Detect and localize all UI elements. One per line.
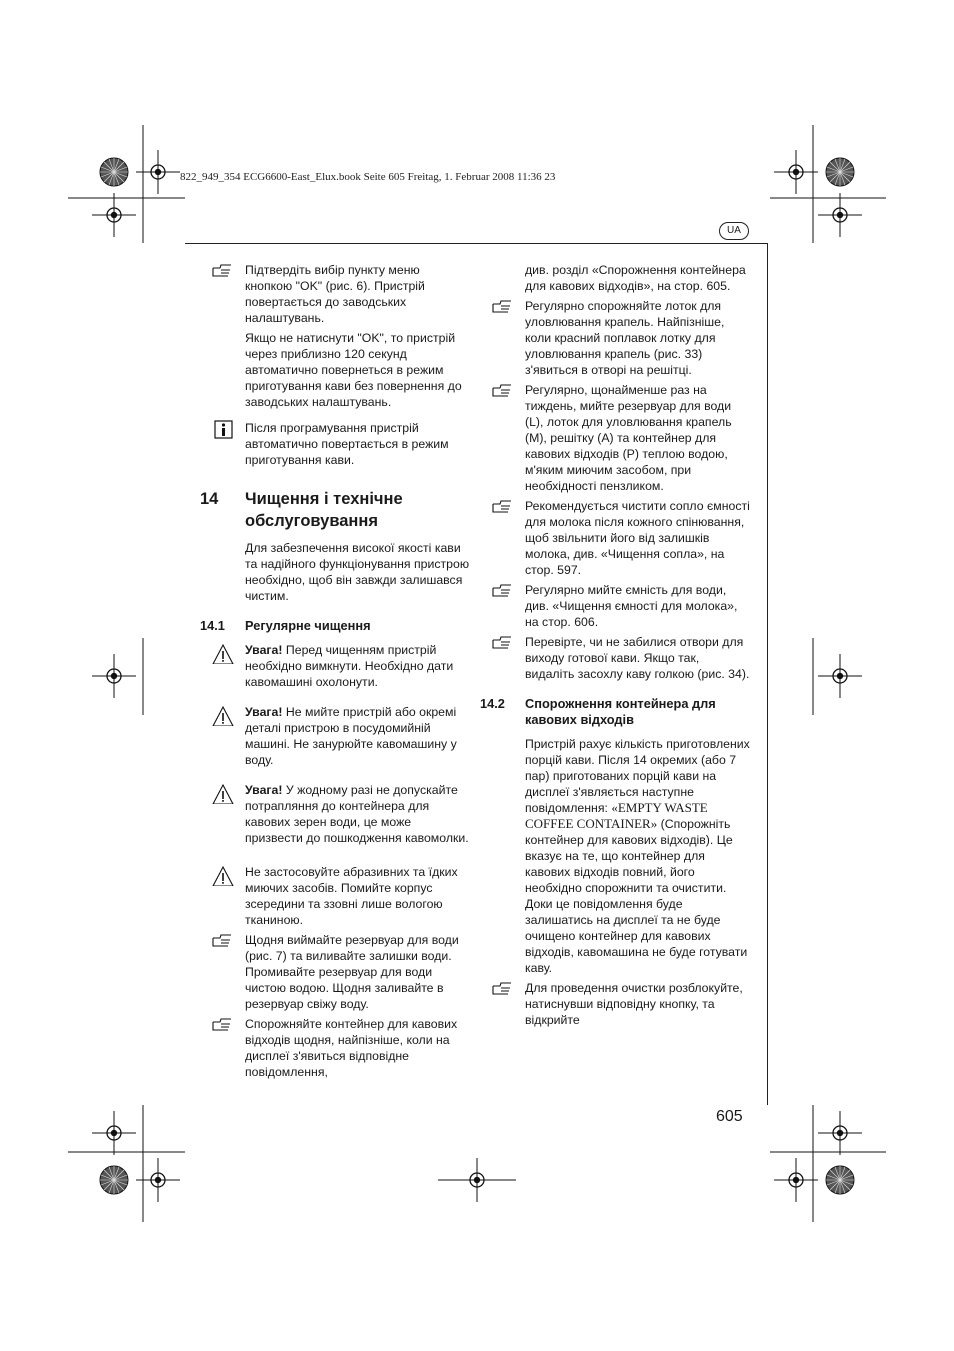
language-badge: UA bbox=[719, 222, 749, 240]
section-heading bbox=[200, 488, 470, 532]
warning-3-label: Увага! bbox=[245, 783, 283, 797]
page-number: 605 bbox=[716, 1108, 743, 1125]
left-column bbox=[200, 262, 470, 1084]
info-icon bbox=[210, 419, 234, 439]
pointing-hand-icon bbox=[490, 498, 514, 516]
tip-weekly-wash-text: Регулярно, щонайменше раз на тиждень, мийте резервуар для води (L), лоток для уловлювання крапель (M), решітку (A) та контейнер для кавових відходів (P) теплою водою, м'яким миючим засобом, при необхідності пензликом. bbox=[525, 383, 732, 493]
top-rule bbox=[185, 243, 768, 244]
subsection-title-1: Регулярне чищення bbox=[245, 618, 371, 633]
warning-3-text: У жодному разі не допускайте потрапляння до контейнера для кавових зерен води, це може призвести до пошкодження кавомолки. bbox=[245, 783, 469, 845]
pointing-hand-icon bbox=[490, 582, 514, 600]
file-header: 822_949_354 ECG6600-East_Elux.book Seite 605 Freitag, 1. Februar 2008 11:36 23 bbox=[180, 171, 556, 183]
tip-drip-tray bbox=[480, 298, 752, 378]
section-title: Чищення і технічне обслуговування bbox=[245, 490, 403, 530]
note-confirm bbox=[200, 262, 470, 326]
tip-empty-container bbox=[200, 1016, 470, 1080]
section-intro: Для забезпечення високої якості кави та надійного функціонування пристрою необхідно, щоб він завжди залишався чистим. bbox=[245, 541, 470, 603]
warning-2-label: Увага! bbox=[245, 705, 283, 719]
subsection-title-2: Спорожнення контейнера для кавових відходів bbox=[525, 696, 716, 727]
warning-triangle-icon bbox=[210, 642, 234, 664]
pointing-hand-icon bbox=[490, 382, 514, 400]
counter-paragraph bbox=[480, 736, 752, 976]
right-column bbox=[480, 262, 752, 1032]
note-confirm-text: Підтвердіть вибір пункту меню кнопкою "OK" (рис. 6). Пристрій повертається до заводських налаштувань. bbox=[245, 263, 425, 325]
info-note-text: Після програмування пристрій автоматично повертається в режим приготування кави. bbox=[245, 421, 449, 467]
tip-milk-nozzle bbox=[480, 498, 752, 578]
warning-4-text: Не застосовуйте абразивних та їдких миючих засобів. Помийте корпус зсередини та ззовні лише вологою тканиною. bbox=[245, 865, 458, 927]
pointing-hand-icon bbox=[210, 1016, 234, 1034]
warning-triangle-icon bbox=[210, 704, 234, 726]
tip-weekly-wash bbox=[480, 382, 752, 494]
pointing-hand-icon bbox=[210, 262, 234, 280]
warning-1-label: Увага! bbox=[245, 643, 283, 657]
counter-text-before: Пристрій рахує кількість приготовлених порцій кави. Після 14 окремих (або 7 пар) приготованих порцій кави на дисплеї з'являється наступне повідомлення: bbox=[525, 737, 750, 815]
subsection-heading-2 bbox=[480, 696, 752, 728]
tip-milk-container-text: Регулярно мийте ємність для води, див. «Чищення ємності для молока», на стор. 606. bbox=[525, 583, 738, 629]
pointing-hand-icon bbox=[490, 298, 514, 316]
warning-triangle-icon bbox=[210, 782, 234, 804]
warning-2 bbox=[200, 704, 470, 768]
subsection-number-1: 14.1 bbox=[200, 618, 225, 633]
info-note bbox=[200, 420, 470, 468]
tip-unlock bbox=[480, 980, 752, 1028]
tip-milk-nozzle-text: Рекомендується чистити сопло ємності для молока після кожного спінювання, щоб звільнити його від залишків молока, див. «Чищення сопла», на стор. 597. bbox=[525, 499, 750, 577]
tip-milk-container bbox=[480, 582, 752, 630]
note-confirm-text2: Якщо не натиснути "OK", то пристрій через приблизно 120 секунд автоматично повернеться в режим приготування кави без повернення до заводських налаштувань. bbox=[245, 331, 462, 409]
warning-3 bbox=[200, 782, 470, 846]
warning-1 bbox=[200, 642, 470, 690]
subsection-number-2: 14.2 bbox=[480, 696, 505, 711]
warning-2-text: Не мийте пристрій або окремі деталі пристрою в посудомийній машині. Не занурюйте кавомашину у воду. bbox=[245, 705, 457, 767]
tip-unlock-text: Для проведення очистки розблокуйте, натиснувши відповідну кнопку, та відкрийте bbox=[525, 981, 743, 1027]
right-rule bbox=[767, 243, 768, 1105]
continuation-text: див. розділ «Спорожнення контейнера для кавових відходів», на стор. 605. bbox=[525, 263, 746, 293]
warning-1-text: Перед чищенням пристрій необхідно вимкнути. Необхідно дати кавомашині охолонути. bbox=[245, 643, 454, 689]
tip-drip-tray-text: Регулярно спорожняйте лоток для уловлювання крапель. Найпізніше, коли красний поплавок лотку для уловлювання крапель (рис. 33) з'явиться в отворі на решітці. bbox=[525, 299, 725, 377]
warning-4 bbox=[200, 864, 470, 928]
counter-text-after: (Спорожніть контейнер для кавових відходів). Це вказує на те, що контейнер для кавових відходів повний, його необхідно спорожнити та очистити. Доки це повідомлення буде залишатись на дисплеї та не буде очищено контейнер для кавових відходів, кавомашина не буде готувати каву. bbox=[525, 817, 748, 975]
tip-outlet-holes-text: Перевірте, чи не забилися отвори для виходу готової кави. Якщо так, видаліть засохлу каву голкою (рис. 34). bbox=[525, 635, 750, 681]
subsection-heading-1 bbox=[200, 618, 470, 634]
display-message: «EMPTY WASTE COFFEE CONTAINER» bbox=[525, 800, 708, 831]
warning-triangle-icon bbox=[210, 864, 234, 886]
pointing-hand-icon bbox=[490, 634, 514, 652]
tip-daily-reservoir-text: Щодня виймайте резервуар для води (рис. 7) та виливайте залишки води. Промивайте резервуар для води чистою водою. Щодня заливайте в резервуар свіжу воду. bbox=[245, 933, 459, 1011]
pointing-hand-icon bbox=[490, 980, 514, 998]
pointing-hand-icon bbox=[210, 932, 234, 950]
tip-outlet-holes bbox=[480, 634, 752, 682]
tip-daily-reservoir bbox=[200, 932, 470, 1012]
tip-empty-container-text: Спорожняйте контейнер для кавових відходів щодня, найпізніше, коли на дисплеї з'явиться відповідне повідомлення, bbox=[245, 1017, 458, 1079]
section-number: 14 bbox=[200, 490, 219, 508]
